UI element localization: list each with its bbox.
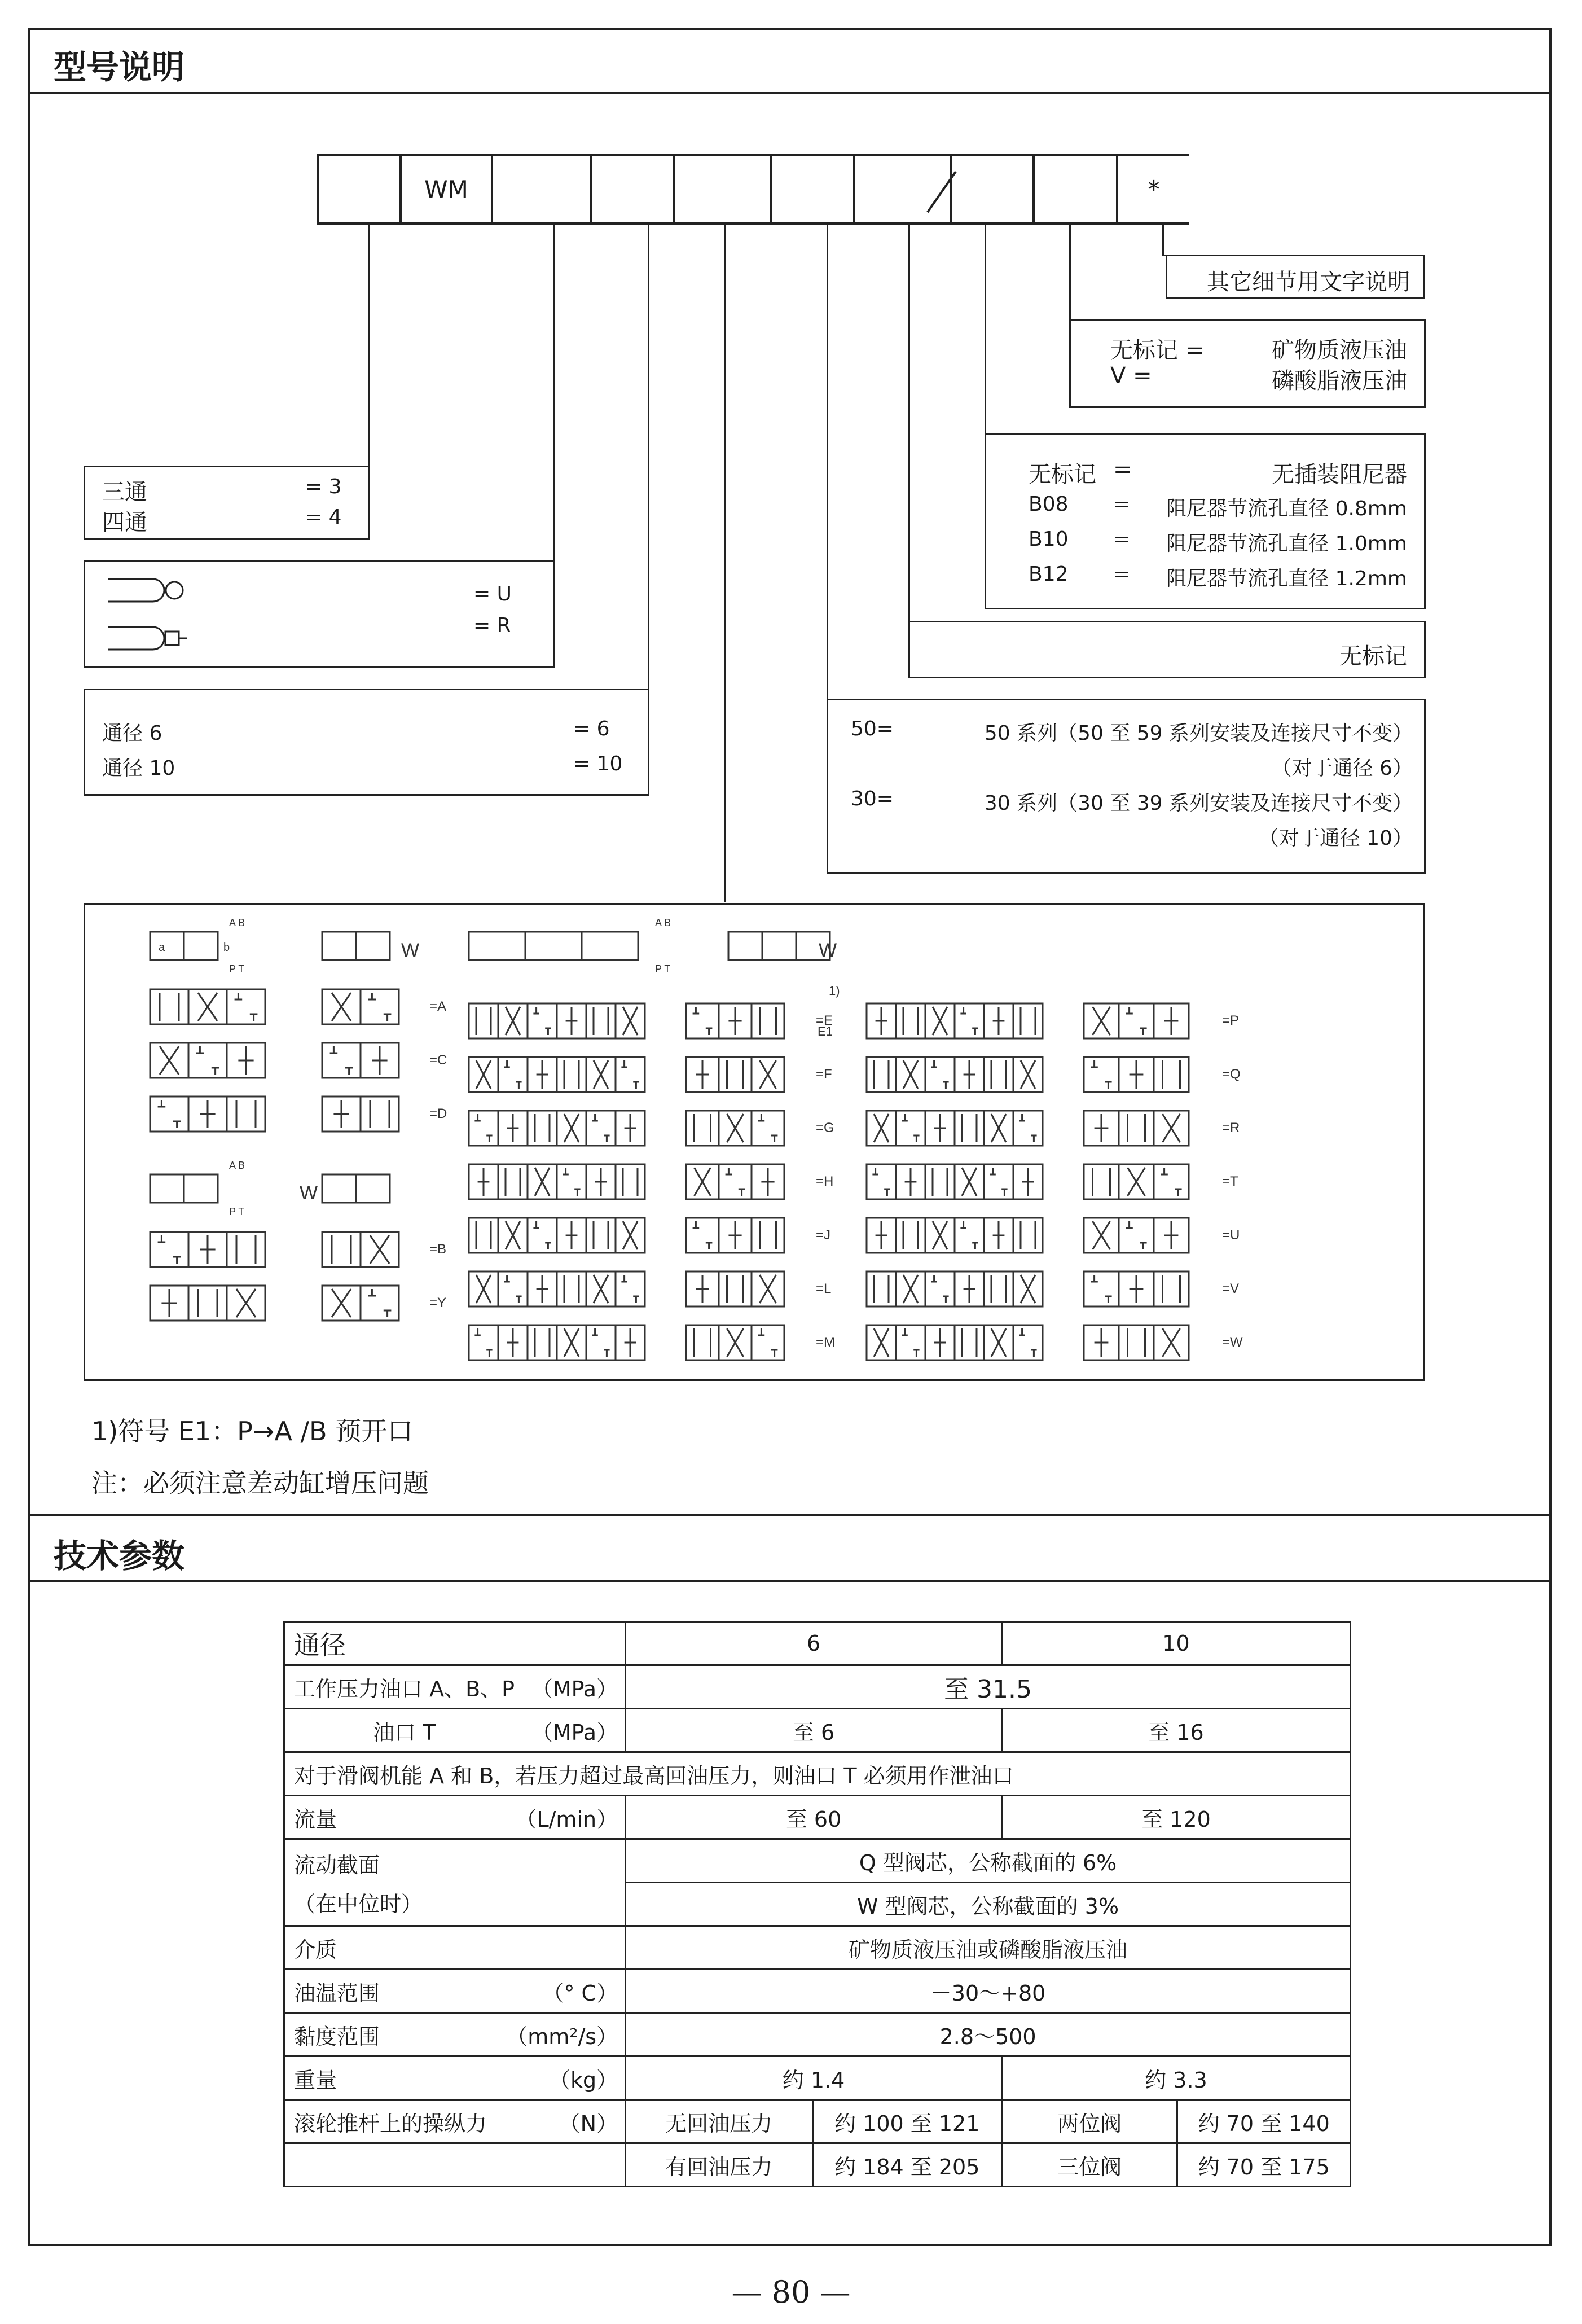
spec-size10: 10 bbox=[1001, 1622, 1350, 1665]
header-3pos-b bbox=[728, 932, 830, 960]
label-col2-6: =M bbox=[816, 1335, 836, 1350]
leader-size bbox=[648, 225, 649, 690]
symbol-col1b-row-2 bbox=[322, 1097, 399, 1132]
label-col3-5: =V bbox=[1222, 1281, 1240, 1296]
symbol-col1d-row-1 bbox=[322, 1286, 399, 1321]
header-2pos-col1c bbox=[150, 1174, 218, 1203]
operator-val-1: = R bbox=[473, 614, 511, 637]
table-row bbox=[284, 2013, 1351, 2056]
symbol-col3b-row-0 bbox=[1084, 1003, 1189, 1038]
spec-temp-unit: （° C） bbox=[542, 1980, 618, 2006]
size-val-1: = 10 bbox=[573, 752, 623, 775]
box-operator bbox=[84, 560, 555, 668]
spool-symbols-diagram bbox=[85, 905, 1423, 1379]
size-val-0: = 6 bbox=[573, 717, 610, 740]
size-key-0: 通径 6 bbox=[102, 722, 162, 745]
symbol-col3-row-1 bbox=[867, 1057, 1043, 1092]
spec-flow6: 至 60 bbox=[626, 1796, 1002, 1839]
hdr-w-3: W bbox=[819, 940, 837, 961]
spec-weight-label: 重量 bbox=[294, 2067, 337, 2093]
spec-flow-unit: （L/min） bbox=[515, 1806, 618, 1832]
spec-section-w: W 型阀芯，公称截面的 3% bbox=[626, 1883, 1351, 1926]
spec-section-cell bbox=[284, 1839, 626, 1926]
spec-no-back-val: 约 100 至 121 bbox=[812, 2100, 1001, 2143]
hdr-pt-1: P T bbox=[229, 963, 245, 975]
spec-two-pos-val: 约 70 至 140 bbox=[1177, 2100, 1351, 2143]
symbol-col3-row-2 bbox=[867, 1111, 1043, 1146]
symbol-col1c-row-1 bbox=[150, 1286, 265, 1321]
code-cell-fluid bbox=[1032, 154, 1118, 225]
section1-header-divider bbox=[28, 92, 1552, 94]
hdr-ab-3: A B bbox=[655, 917, 671, 928]
other-details-text: 其它细节用文字说明 bbox=[1207, 269, 1410, 295]
label-col1-0: =A bbox=[429, 999, 447, 1014]
symbol-col2-row-4 bbox=[469, 1218, 645, 1253]
symbol-col3-row-3 bbox=[867, 1164, 1043, 1199]
symbol-col3b-row-6 bbox=[1084, 1325, 1189, 1360]
spec-three-pos-val: 约 70 至 175 bbox=[1177, 2143, 1351, 2187]
symbol-col1-row-0 bbox=[150, 989, 265, 1024]
spec-with-back: 有回油压力 bbox=[626, 2143, 812, 2187]
symbol-col3b-row-3 bbox=[1084, 1164, 1189, 1199]
section-title-specs: 技术参数 bbox=[54, 1537, 185, 1575]
table-row bbox=[284, 1970, 1351, 2013]
symbol-col2b-row-1 bbox=[686, 1057, 784, 1092]
ways-val-1: = 4 bbox=[305, 506, 342, 529]
spec-visc-label: 黏度范围 bbox=[294, 2024, 380, 2049]
spec-flow10: 至 120 bbox=[1001, 1796, 1350, 1839]
leader-ways bbox=[368, 225, 370, 466]
label-col2-5: =L bbox=[816, 1281, 832, 1296]
code-cell-operator bbox=[491, 154, 592, 225]
label-col3-1: =Q bbox=[1222, 1067, 1241, 1082]
table-row bbox=[284, 1622, 1351, 1665]
spec-pressure-unit: （MPa） bbox=[531, 1676, 618, 1702]
symbol-col3b-row-4 bbox=[1084, 1218, 1189, 1253]
spec-force-empty bbox=[284, 2143, 626, 2187]
hdr-pt-3: P T bbox=[655, 963, 671, 975]
spec-temp-val: －30～+80 bbox=[626, 1970, 1351, 2013]
symbol-col3-row-0 bbox=[867, 1003, 1043, 1038]
label-col1b-0: =B bbox=[429, 1242, 447, 1257]
symbol-col2-row-3 bbox=[469, 1164, 645, 1199]
series-val-2: 30 系列（30 至 39 系列安装及连接尺寸不变） bbox=[984, 792, 1413, 815]
spec-temp-label: 油温范围 bbox=[294, 1980, 380, 2006]
damper-key-0: 无标记 bbox=[1029, 462, 1096, 488]
damper-eq-0: = bbox=[1113, 457, 1132, 483]
spec-t-label: 油口 T bbox=[373, 1720, 436, 1745]
damper-val-3: 阻尼器节流孔直径 1.2mm bbox=[1166, 567, 1407, 590]
box-series bbox=[827, 699, 1426, 874]
symbol-col2b-row-0 bbox=[686, 1003, 784, 1038]
label-col1-2: =D bbox=[429, 1106, 447, 1121]
spec-section-label1: 流动截面 bbox=[294, 1852, 380, 1878]
symbol-col1-row-1 bbox=[150, 1043, 265, 1078]
table-row bbox=[284, 1752, 1351, 1796]
ways-key-1: 四通 bbox=[102, 510, 147, 536]
spec-note-row: 对于滑阀机能 A 和 B，若压力超过最高回油压力，则油口 T 必须用作泄油口 bbox=[284, 1752, 1351, 1796]
page-number: — 80 — bbox=[731, 2274, 851, 2310]
hdr-ab-2: A B bbox=[229, 1160, 245, 1171]
symbol-col3-row-6 bbox=[867, 1325, 1043, 1360]
spec-t-cell bbox=[284, 1709, 626, 1752]
box-size bbox=[84, 689, 649, 796]
hdr-w-2: W bbox=[300, 1182, 318, 1204]
symbol-col1-row-2 bbox=[150, 1097, 265, 1132]
fluid-val-1: 磷酸脂液压油 bbox=[1272, 368, 1407, 394]
label-col2-2: =G bbox=[816, 1120, 834, 1135]
fluid-key-0: 无标记 = bbox=[1110, 337, 1205, 363]
label-col3-6: =W bbox=[1222, 1335, 1243, 1350]
leader-series bbox=[827, 225, 828, 699]
section-title-model: 型号说明 bbox=[54, 48, 185, 86]
leader-nomark bbox=[908, 225, 910, 631]
slash-divider bbox=[925, 169, 959, 214]
spec-pressure-label: 工作压力油口 A、B、P bbox=[294, 1676, 515, 1702]
label-col3-2: =R bbox=[1222, 1120, 1240, 1135]
damper-key-1: B08 bbox=[1029, 493, 1069, 516]
spec-section-q: Q 型阀芯，公称截面的 6% bbox=[626, 1839, 1351, 1883]
leader-damper bbox=[985, 225, 986, 433]
symbol-col3b-row-1 bbox=[1084, 1057, 1189, 1092]
spec-weight10: 约 3.3 bbox=[1001, 2056, 1350, 2100]
code-cell-wm: WM bbox=[399, 154, 493, 225]
spec-no-back: 无回油压力 bbox=[626, 2100, 812, 2143]
spec-pressure-val: 至 31.5 bbox=[626, 1665, 1351, 1709]
spec-t-val10: 至 16 bbox=[1001, 1709, 1350, 1752]
hdr-ab-1: A B bbox=[229, 917, 245, 928]
size-key-1: 通径 10 bbox=[102, 757, 175, 780]
section2-header-divider bbox=[28, 1580, 1552, 1582]
series-key-0: 50= bbox=[851, 717, 894, 740]
symbol-col2b-row-6 bbox=[686, 1325, 784, 1360]
symbol-col3-row-4 bbox=[867, 1218, 1043, 1253]
spec-visc-val: 2.8～500 bbox=[626, 2013, 1351, 2056]
note-footnote-e1: 1)符号 E1：P→A /B 预开口 bbox=[91, 1416, 414, 1446]
label-e1: E1 bbox=[818, 1024, 833, 1038]
operator-val-0: = U bbox=[473, 582, 512, 606]
symbol-col3-row-5 bbox=[867, 1271, 1043, 1306]
footnote-mark: 1) bbox=[829, 984, 840, 998]
code-cell-symbol bbox=[673, 154, 772, 225]
damper-val-2: 阻尼器节流孔直径 1.0mm bbox=[1166, 532, 1407, 555]
symbol-col2b-row-5 bbox=[686, 1271, 784, 1306]
series-val-3: （对于通径 10） bbox=[1258, 827, 1413, 850]
table-row bbox=[284, 1665, 1351, 1709]
spec-visc-unit: （mm²/s） bbox=[506, 2024, 618, 2049]
code-cell-ways bbox=[317, 154, 402, 225]
label-col1-1: =C bbox=[429, 1053, 447, 1068]
symbol-col1d-row-0 bbox=[322, 1232, 399, 1267]
damper-key-3: B12 bbox=[1029, 563, 1069, 586]
symbol-col2b-row-3 bbox=[686, 1164, 784, 1199]
box-other-details bbox=[1166, 255, 1425, 299]
symbol-col2-row-2 bbox=[469, 1111, 645, 1146]
spec-weight6: 约 1.4 bbox=[626, 2056, 1002, 2100]
spec-flow-label: 流量 bbox=[294, 1806, 337, 1832]
label-col2-1: =F bbox=[816, 1067, 832, 1082]
spec-force-label: 滚轮推杆上的操纵力 bbox=[294, 2111, 487, 2136]
symbol-col1b-row-1 bbox=[322, 1043, 399, 1078]
spec-section-label2: （在中位时） bbox=[294, 1891, 423, 1917]
header-2pos-col1d bbox=[322, 1174, 390, 1203]
label-col2-4: =J bbox=[816, 1227, 831, 1243]
hdr-pt-2: P T bbox=[229, 1206, 245, 1217]
table-row bbox=[284, 1796, 1351, 1839]
spec-t-unit: （MPa） bbox=[531, 1720, 618, 1745]
symbol-col1b-row-0 bbox=[322, 989, 399, 1024]
spec-force-cell bbox=[284, 2100, 626, 2143]
spec-weight-cell bbox=[284, 2056, 626, 2100]
label-col3-4: =U bbox=[1222, 1227, 1240, 1243]
fluid-key-1: V = bbox=[1110, 363, 1152, 389]
header-2pos-col1b bbox=[322, 932, 390, 960]
symbol-col2-row-1 bbox=[469, 1057, 645, 1092]
code-cell-damper bbox=[950, 154, 1035, 225]
hdr-b-1: b bbox=[223, 941, 230, 954]
spec-temp-cell bbox=[284, 1970, 626, 2013]
roller-symbol-u bbox=[102, 573, 192, 607]
leader-other bbox=[1162, 225, 1164, 256]
spec-size6: 6 bbox=[626, 1622, 1002, 1665]
spec-size-label: 通径 bbox=[284, 1622, 626, 1665]
leader-operator bbox=[553, 225, 555, 560]
label-col3-3: =T bbox=[1222, 1174, 1238, 1189]
leader-symbol bbox=[724, 225, 726, 902]
label-col2-0: =E bbox=[816, 1013, 833, 1028]
table-row bbox=[284, 1926, 1351, 1970]
damper-eq-3: = bbox=[1113, 563, 1131, 586]
symbol-col2-row-6 bbox=[469, 1325, 645, 1360]
fluid-val-0: 矿物质液压油 bbox=[1272, 337, 1407, 363]
code-cell-size bbox=[590, 154, 675, 225]
table-row bbox=[284, 2056, 1351, 2100]
symbol-col2-row-5 bbox=[469, 1271, 645, 1306]
symbol-col2b-row-4 bbox=[686, 1218, 784, 1253]
spec-flow-cell bbox=[284, 1796, 626, 1839]
series-val-0: 50 系列（50 至 59 系列安装及连接尺寸不变） bbox=[984, 722, 1413, 745]
note-differential-cylinder: 注：必须注意差动缸增压问题 bbox=[91, 1468, 429, 1498]
spec-visc-cell bbox=[284, 2013, 626, 2056]
spec-force-unit: （N） bbox=[559, 2111, 618, 2136]
table-row bbox=[284, 2143, 1351, 2187]
section2-top-divider bbox=[28, 1514, 1552, 1516]
damper-val-1: 阻尼器节流孔直径 0.8mm bbox=[1166, 497, 1407, 520]
label-col3-0: =P bbox=[1222, 1013, 1240, 1028]
symbol-col2b-row-2 bbox=[686, 1111, 784, 1146]
spec-table bbox=[283, 1621, 1351, 2187]
ways-val-0: = 3 bbox=[305, 475, 342, 498]
series-val-1: （对于通径 6） bbox=[1271, 757, 1413, 780]
spec-three-pos: 三位阀 bbox=[1001, 2143, 1177, 2187]
table-row bbox=[284, 2100, 1351, 2143]
spool-symbols-panel bbox=[84, 903, 1425, 1381]
symbol-col3b-row-2 bbox=[1084, 1111, 1189, 1146]
spec-medium-label: 介质 bbox=[284, 1926, 626, 1970]
hdr-a-1: a bbox=[159, 941, 165, 954]
code-cell-series bbox=[770, 154, 855, 225]
box-fluid bbox=[1069, 319, 1426, 408]
symbol-col2-row-0 bbox=[469, 1003, 645, 1038]
damper-eq-2: = bbox=[1113, 528, 1131, 551]
table-row bbox=[284, 1709, 1351, 1752]
label-col1b-1: =Y bbox=[429, 1295, 447, 1310]
box-damper bbox=[985, 433, 1426, 609]
hdr-w-1: W bbox=[401, 940, 420, 961]
spec-two-pos: 两位阀 bbox=[1001, 2100, 1177, 2143]
no-mark-text: 无标记 bbox=[1339, 643, 1407, 669]
header-3pos-a bbox=[469, 932, 638, 960]
series-key-2: 30= bbox=[851, 787, 894, 810]
symbol-col1c-row-0 bbox=[150, 1232, 265, 1267]
spec-with-back-val: 约 184 至 205 bbox=[812, 2143, 1001, 2187]
roller-symbol-r bbox=[102, 621, 192, 655]
spec-medium-val: 矿物质液压油或磷酸脂液压油 bbox=[626, 1926, 1351, 1970]
spec-pressure-cell bbox=[284, 1665, 626, 1709]
ways-key-0: 三通 bbox=[102, 479, 147, 505]
symbol-col3b-row-5 bbox=[1084, 1271, 1189, 1306]
box-ways bbox=[84, 466, 370, 540]
damper-eq-1: = bbox=[1113, 493, 1131, 516]
damper-val-0: 无插装阻尼器 bbox=[1272, 462, 1407, 488]
code-cell-other: * bbox=[1116, 154, 1189, 225]
damper-key-2: B10 bbox=[1029, 528, 1069, 551]
box-no-mark bbox=[908, 621, 1426, 678]
leader-fluid bbox=[1069, 225, 1071, 321]
spec-weight-unit: （kg） bbox=[548, 2067, 618, 2093]
spec-t-val6: 至 6 bbox=[626, 1709, 1002, 1752]
table-row bbox=[284, 1839, 1351, 1883]
label-col2-3: =H bbox=[816, 1174, 834, 1189]
